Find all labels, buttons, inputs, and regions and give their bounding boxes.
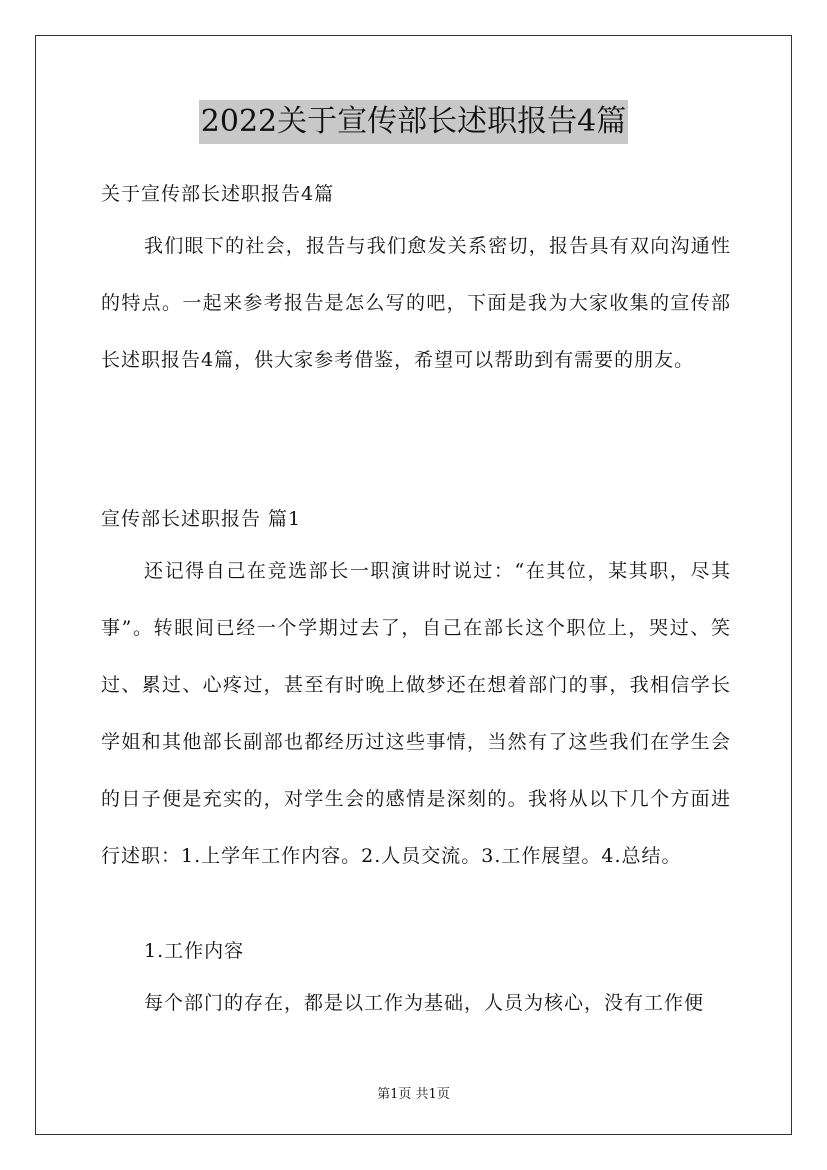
section-paragraph: 还记得自己在竞选部长一职演讲时说过：“在其位，某其职，尽其事”。转眼间已经一个学期过去了，自己在部长这个职位上，哭过、笑过、累过、心疼过，甚至有时晚上做梦还在想着部门的事，我相信学长学姐和其他部长副部也都经历过这些事情，当然有了这些我们在学生会的日子便是充实的，对学生会的感情是深刻的。我将从以下几个方面进行述职：1.上学年工作内容。2.人员交流。3.工作展望。4.总结。 bbox=[101, 560, 731, 867]
intro-paragraph: 我们眼下的社会，报告与我们愈发关系密切，报告具有双向沟通性的特点。一起来参考报告是怎么写的吧，下面是我为大家收集的宣传部长述职报告4篇，供大家参考借鉴，希望可以帮助到有需要的朋友。 bbox=[101, 235, 731, 371]
section-block bbox=[101, 543, 731, 885]
intro-block bbox=[101, 218, 731, 389]
document-title: 2022关于宣传部长述职报告4篇 bbox=[199, 100, 628, 144]
item-block bbox=[101, 975, 731, 1032]
item-paragraph: 每个部门的存在，都是以工作为基础，人员为核心，没有工作便 bbox=[144, 992, 705, 1014]
title-container bbox=[0, 100, 827, 144]
section-heading: 宣传部长述职报告 篇1 bbox=[101, 508, 302, 530]
document-subtitle: 关于宣传部长述职报告4篇 bbox=[101, 183, 335, 205]
item-heading: 1.工作内容 bbox=[144, 940, 245, 962]
page-footer: 第1页 共1页 bbox=[377, 1087, 450, 1102]
